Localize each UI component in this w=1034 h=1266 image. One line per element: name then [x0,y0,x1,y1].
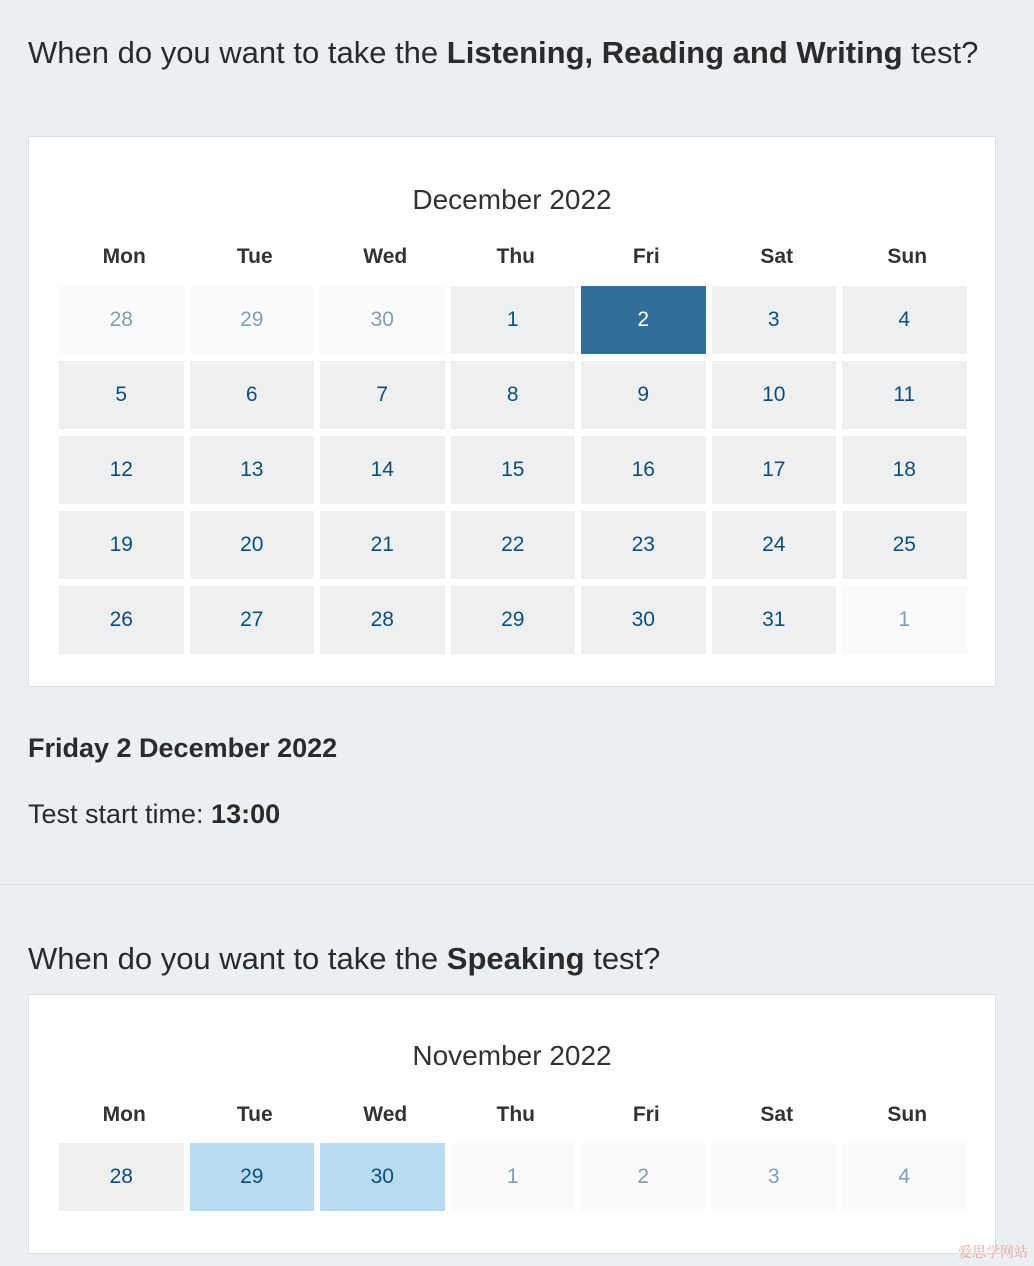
speaking-weekday-header [59,1101,973,1129]
day-cell: 1 [842,586,967,654]
day-cell[interactable]: 29 [190,1143,315,1211]
lrw-question-test-name: Listening, Reading and Writing [446,35,903,70]
day-cell: 28 [59,286,184,354]
day-cell-selected[interactable]: 2 [581,286,706,354]
start-time-value: 13:00 [211,799,281,829]
day-cell[interactable]: 25 [842,511,967,579]
day-cell[interactable]: 12 [59,436,184,504]
watermark: 爱思学网站 [958,1245,1028,1261]
weekday-fri: Fri [632,1103,660,1126]
day-cell[interactable]: 17 [712,436,837,504]
day-cell[interactable]: 5 [59,361,184,429]
day-cell: 3 [712,1143,837,1211]
day-cell[interactable]: 23 [581,511,706,579]
day-cell[interactable]: 9 [581,361,706,429]
weekday-thu: Thu [496,1103,535,1126]
day-cell[interactable]: 16 [581,436,706,504]
lrw-question-prefix: When do you want to take the [28,35,447,70]
day-cell[interactable]: 24 [712,511,837,579]
day-cell[interactable]: 18 [842,436,967,504]
day-cell[interactable]: 8 [451,361,576,429]
day-cell[interactable]: 28 [59,1143,184,1211]
weekday-mon: Mon [102,245,146,268]
day-cell[interactable]: 19 [59,511,184,579]
day-cell: 4 [842,1143,967,1211]
speaking-question [28,935,988,983]
day-cell[interactable]: 21 [320,511,445,579]
lrw-calendar-month: December 2022 [412,184,612,215]
day-cell[interactable]: 15 [451,436,576,504]
lrw-calendar [28,136,996,687]
day-cell[interactable]: 30 [320,1143,445,1211]
day-cell: 1 [451,1143,576,1211]
speaking-question-suffix: test? [584,941,661,976]
weekday-sat: Sat [760,1103,794,1126]
speaking-question-test-name: Speaking [446,941,585,976]
speaking-section [0,884,1034,1266]
day-cell[interactable]: 13 [190,436,315,504]
day-cell[interactable]: 20 [190,511,315,579]
day-cell[interactable]: 7 [320,361,445,429]
weekday-wed: Wed [363,245,408,268]
lrw-question-suffix: test? [902,35,979,70]
day-cell[interactable]: 30 [581,586,706,654]
weekday-sun: Sun [887,1103,928,1126]
day-cell[interactable]: 4 [842,286,967,354]
weekday-tue: Tue [236,1103,273,1126]
weekday-thu: Thu [496,245,535,268]
weekday-wed: Wed [363,1103,408,1126]
speaking-calendar [28,994,996,1254]
day-cell[interactable]: 26 [59,586,184,654]
day-cell: 2 [581,1143,706,1211]
day-cell[interactable]: 1 [451,286,576,354]
start-time-label: Test start time: [28,799,212,829]
weekday-fri: Fri [632,245,660,268]
day-cell[interactable]: 11 [842,361,967,429]
day-cell[interactable]: 14 [320,436,445,504]
day-cell[interactable]: 3 [712,286,837,354]
weekday-sat: Sat [760,245,794,268]
day-cell: 30 [320,286,445,354]
lrw-question [28,29,988,77]
test-start-time [28,796,280,832]
day-cell: 29 [190,286,315,354]
weekday-tue: Tue [236,245,273,268]
weekday-mon: Mon [102,1103,146,1126]
lrw-weekday-header [59,243,973,271]
day-cell[interactable]: 22 [451,511,576,579]
speaking-question-prefix: When do you want to take the [28,941,447,976]
selected-date-label: Friday 2 December 2022 [28,733,338,763]
day-cell[interactable]: 27 [190,586,315,654]
day-cell[interactable]: 6 [190,361,315,429]
lrw-day-grid [59,286,967,654]
day-cell[interactable]: 29 [451,586,576,654]
day-cell[interactable]: 31 [712,586,837,654]
day-cell[interactable]: 10 [712,361,837,429]
day-cell[interactable]: 28 [320,586,445,654]
speaking-calendar-month: November 2022 [412,1040,612,1071]
weekday-sun: Sun [887,245,928,268]
speaking-day-grid [59,1143,967,1211]
